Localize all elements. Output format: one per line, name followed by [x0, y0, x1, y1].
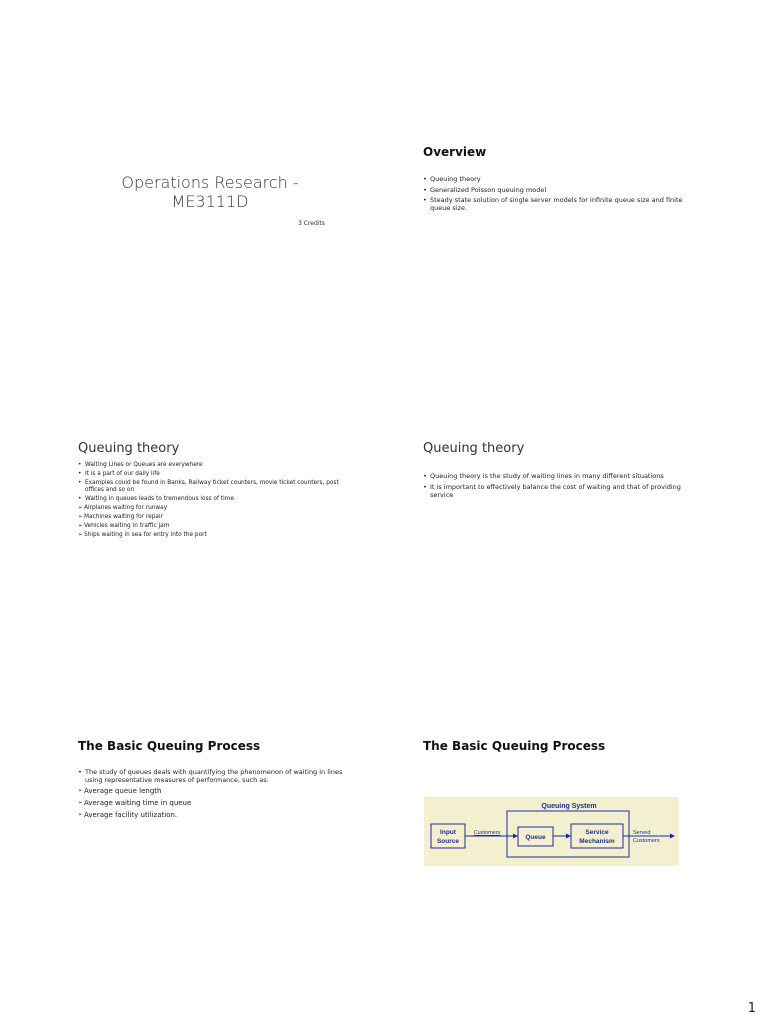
page-number: 1 [747, 1001, 756, 1016]
slide-3-heading: Queuing theory [78, 441, 180, 456]
list-item: • Queuing theory [423, 175, 685, 183]
slide-5-heading: The Basic Queuing Process [78, 739, 261, 753]
list-item: ➢ Average queue length [78, 787, 350, 795]
slide-2-bullets [423, 175, 685, 215]
list-item: • Queuing theory is the study of waiting lines in many different situations [423, 472, 688, 480]
served-customers-label: Customers [633, 838, 660, 844]
list-item: ➢ Airplanes waiting for runway [78, 505, 353, 512]
customers-label: Customers [473, 830, 501, 836]
slide-1-credits: 3 Credits [298, 220, 325, 227]
slide-1-title: Operations Research - ME3111D [121, 173, 299, 211]
slide-5-bullets [78, 768, 350, 823]
list-item: • It is a part of our daily life [78, 471, 353, 478]
slide-6-heading: The Basic Queuing Process [423, 739, 606, 753]
queuing-diagram-svg [424, 797, 679, 866]
slide-3-bullets [78, 462, 353, 541]
list-item: ➢ Ships waiting in sea for entry into the port [78, 532, 353, 539]
slide-4-heading: Queuing theory [423, 441, 525, 456]
list-item: • Steady state solution of single server models for infinite queue size and finite queue size. [423, 196, 685, 212]
list-item: • Waiting Lines or Queues are everywhere [78, 462, 353, 469]
slide-2-heading: Overview [423, 145, 487, 159]
queue-to-service-arrow-head [566, 834, 571, 839]
source-label: Source [436, 838, 460, 845]
list-item: ➢ Machines waiting for repair [78, 514, 353, 521]
queuing-system-diagram [424, 797, 679, 866]
service-label: Service [585, 829, 609, 836]
list-item: ➢ Vehicles waiting in traffic jam [78, 523, 353, 530]
list-item: ➢ Average waiting time in queue [78, 799, 350, 807]
list-item: • It is important to effectively balance the cost of waiting and that of providing service [423, 483, 688, 499]
queuing-system-label: Queuing System [541, 803, 597, 810]
customers-arrow-head [513, 834, 518, 839]
slide-4-bullets [423, 472, 688, 501]
list-item: • Generalized Poisson queuing model [423, 186, 685, 194]
list-item: • The study of queues deals with quantifying the phenomenon of waiting in lines using representative measures of performance, such as: [78, 768, 350, 784]
input-label: Input [440, 829, 456, 836]
queue-label: Queue [525, 834, 546, 841]
served-arrow-head [670, 834, 675, 839]
list-item: ➢ Average facility utilization. [78, 811, 350, 819]
mechanism-label: Mechanism [579, 838, 615, 845]
list-item: • Waiting in queues leads to tremendous loss of time [78, 496, 353, 503]
served-label: Served [633, 830, 651, 836]
list-item: • Examples could be found in Banks, Railway ticket counters, movie ticket counters, post offices and so on [78, 480, 353, 494]
